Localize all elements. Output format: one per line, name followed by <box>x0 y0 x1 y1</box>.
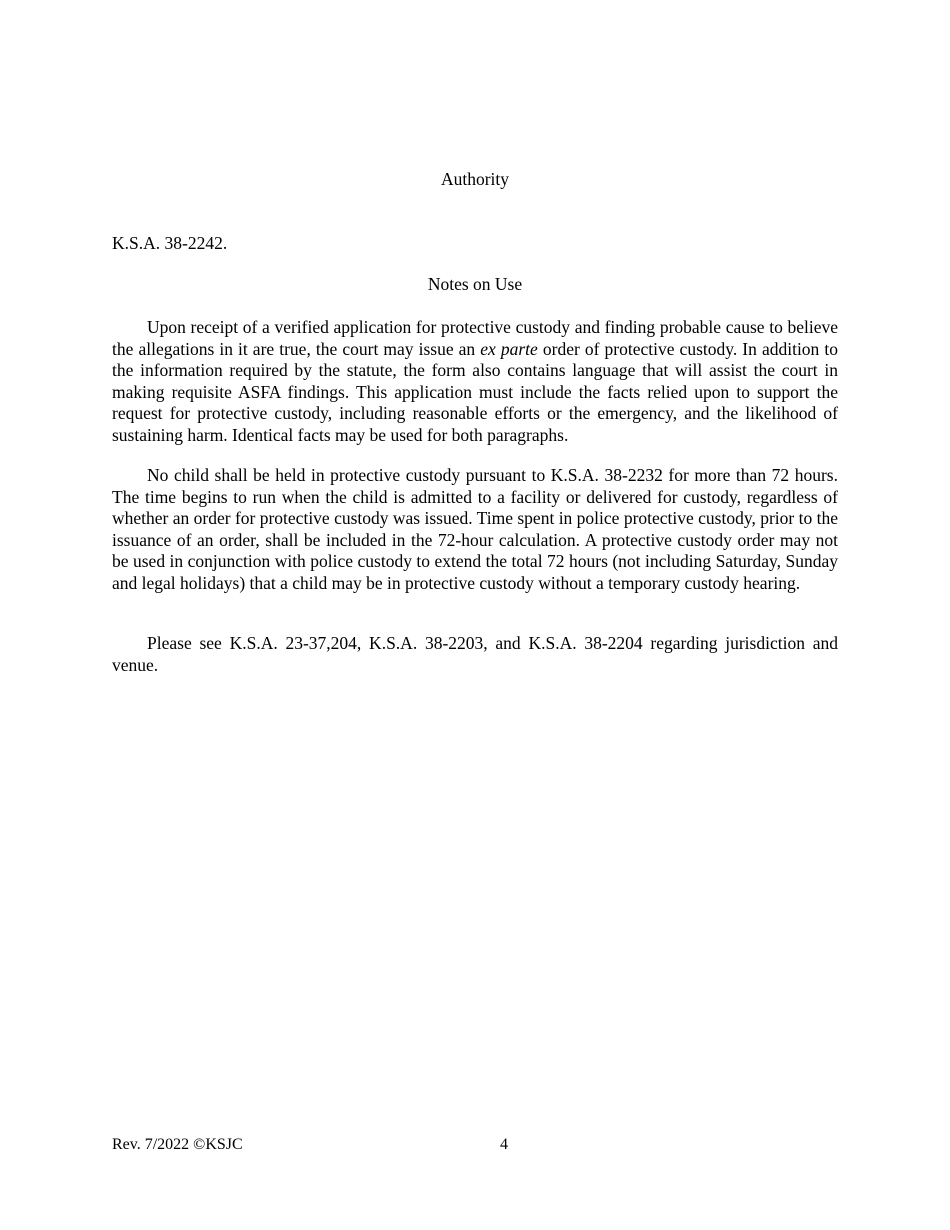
paragraph-1-italic-term: ex parte <box>480 338 538 359</box>
authority-heading: Authority <box>440 169 510 189</box>
notes-on-use-heading: Notes on Use <box>427 274 523 294</box>
footer-page-number: 4 <box>500 1136 508 1153</box>
notes-paragraph-2: No child shall be held in protective custody pursuant to K.S.A. 38-2232 for more than 72 hours. The time begins to run when the child is admitted to a facility or delivered for custody, regardless of whether an order for protective custody was issued. Time spent in police protective custody, prior to the issuance of an order, shall be included in the 72-hour calculation. A protective custody order may not be used in conjunction with police custody to extend the total 72 hours (not including Saturday, Sunday and legal holidays) that a child may be in protective custody without a temporary custody hearing. <box>112 465 838 593</box>
statute-citation: K.S.A. 38-2242. <box>112 233 228 253</box>
notes-paragraph-1 <box>112 317 838 447</box>
notes-paragraph-3: Please see K.S.A. 23-37,204, K.S.A. 38-2203, and K.S.A. 38-2204 regarding jurisdiction and venue. <box>112 633 838 675</box>
paragraph-1-text-b: order of protective custody. In addition to the information required by the statute, the form also contains language that will assist the court in making requisite ASFA findings. This application must include the facts relied upon to support the request for protective custody, including reasonable efforts or the emergency, and the likelihood of sustaining harm. Identical facts may be used for both paragraphs. <box>112 338 838 445</box>
paragraph-1-text-a: Upon receipt of a verified application for protective custody and finding probable cause to believe the allegations in it are true, the court may issue an <box>112 317 838 359</box>
footer-revision: Rev. 7/2022 ©KSJC <box>112 1136 243 1153</box>
